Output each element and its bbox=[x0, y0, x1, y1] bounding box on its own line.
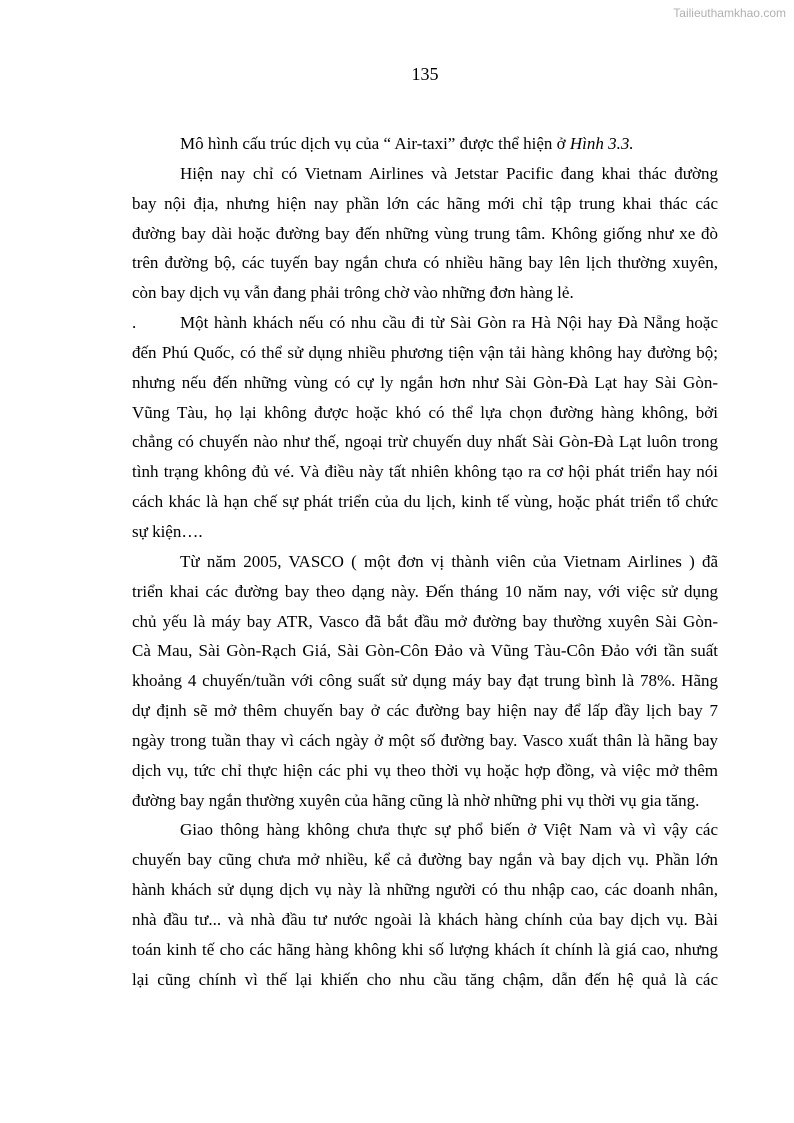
line-text: triển khai các đường bay theo dạng này. Đến tháng 10 năm nay, với việc sử dụng bbox=[132, 581, 718, 601]
line-text: chủ yếu là máy bay ATR, Vasco đã bắt đầu mở đường bay thường xuyên Sài Gòn- bbox=[132, 611, 718, 631]
text-line bbox=[132, 786, 718, 816]
line-text: bay nội địa, nhưng hiện nay phần lớn các hãng mới chỉ tập trung khai thác các bbox=[132, 193, 718, 213]
line-text: toán kinh tế cho các hãng hàng không khi số lượng khách ít chính là giá cao, nhưng bbox=[132, 939, 718, 959]
line-text: lại cũng chính vì thế lại khiến cho nhu cầu tăng chậm, dẫn đến hệ quả là các bbox=[132, 969, 718, 989]
text-line bbox=[132, 248, 718, 278]
line-text: chuyến bay cũng chưa mở nhiều, kể cả đường bay ngắn và bay dịch vụ. Phần lớn bbox=[132, 850, 718, 870]
text-line bbox=[132, 308, 718, 338]
text-line bbox=[132, 159, 718, 189]
line-text: Vũng Tàu, họ lại không được hoặc khó có thể lựa chọn đường hàng không, bởi bbox=[132, 402, 718, 422]
paragraph bbox=[132, 547, 718, 816]
text-line bbox=[132, 547, 718, 577]
text-line bbox=[132, 696, 718, 726]
paragraph-marker: . bbox=[132, 313, 137, 333]
text-line bbox=[132, 815, 718, 845]
paragraph bbox=[132, 815, 718, 994]
text-line bbox=[132, 875, 718, 905]
line-text: nhưng nếu đến những vùng có cự ly ngắn hơn như Sài Gòn-Đà Lạt hay Sài Gòn- bbox=[132, 372, 718, 392]
text-line bbox=[132, 219, 718, 249]
text-line bbox=[132, 278, 718, 308]
text-line bbox=[132, 935, 718, 965]
line-text: khoảng 4 chuyến/tuần với công suất sử dụng máy bay đạt trung bình là 78%. Hãng bbox=[132, 671, 718, 691]
line-text: chẳng có chuyến nào như thế, ngoại trừ chuyến duy nhất Sài Gòn-Đà Lạt luôn trong bbox=[132, 432, 718, 452]
line-text: sự kiện…. bbox=[132, 521, 203, 541]
line-text: cách khác là hạn chế sự phát triển của du lịch, kinh tế vùng, hoặc phát triển tổ chức bbox=[132, 492, 718, 512]
text-line bbox=[132, 457, 718, 487]
text-line bbox=[132, 189, 718, 219]
text-line bbox=[132, 607, 718, 637]
line-text: Giao thông hàng không chưa thực sự phổ biến ở Việt Nam và vì vậy các bbox=[180, 820, 718, 840]
line-text: dự định sẽ mở thêm chuyến bay ở các đường bay hiện nay để lấp đầy lịch bay 7 bbox=[132, 701, 718, 721]
text-line bbox=[132, 666, 718, 696]
text-line bbox=[132, 517, 718, 547]
text-line bbox=[132, 427, 718, 457]
paragraph bbox=[132, 129, 718, 159]
document-body bbox=[132, 129, 718, 994]
line-text: còn bay dịch vụ vẫn đang phải trông chờ vào những đơn hàng lẻ. bbox=[132, 283, 574, 303]
line-text: tình trạng không đủ vé. Và điều này tất nhiên không tạo ra cơ hội phát triển hay nói bbox=[132, 462, 718, 482]
line-text: ngày trong tuần thay vì cách ngày ở một số đường bay. Vasco xuất thân là hãng bay bbox=[132, 730, 718, 750]
text-line bbox=[132, 636, 718, 666]
text-line bbox=[132, 845, 718, 875]
line-text: hành khách sử dụng dịch vụ này là những người có thu nhập cao, các doanh nhân, bbox=[132, 880, 718, 900]
figure-reference: Hình 3.3. bbox=[569, 134, 634, 153]
line-text: đến Phú Quốc, có thể sử dụng nhiều phương tiện vận tải hàng không hay đường bộ; bbox=[132, 342, 718, 362]
line-text: trên đường bộ, các tuyến bay ngắn chưa có nhiều hãng bay lên lịch thường xuyên, bbox=[132, 253, 718, 273]
watermark: Tailieuthamkhao.com bbox=[673, 6, 786, 20]
line-text: đường bay ngắn thường xuyên của hãng cũng là nhờ những phi vụ thời vụ gia tăng. bbox=[132, 790, 700, 810]
text-line bbox=[132, 965, 718, 995]
line-text: Mô hình cấu trúc dịch vụ của “ Air-taxi” được thể hiện ở bbox=[180, 134, 570, 153]
line-text: đường bay dài hoặc đường bay đến những vùng trung tâm. Không giống như xe đò bbox=[132, 223, 718, 243]
text-line bbox=[132, 577, 718, 607]
text-line bbox=[132, 726, 718, 756]
paragraph bbox=[132, 308, 718, 547]
line-text: Cà Mau, Sài Gòn-Rạch Giá, Sài Gòn-Côn Đảo và Vũng Tàu-Côn Đảo với tần suất bbox=[132, 641, 718, 661]
line-text: Hiện nay chỉ có Vietnam Airlines và Jetstar Pacific đang khai thác đường bbox=[180, 163, 718, 183]
text-line bbox=[132, 398, 718, 428]
line-text: Một hành khách nếu có nhu cầu đi từ Sài Gòn ra Hà Nội hay Đà Nẵng hoặc bbox=[180, 313, 718, 333]
paragraph bbox=[132, 159, 718, 308]
text-line bbox=[132, 368, 718, 398]
line-text: nhà đầu tư... và nhà đầu tư nước ngoài là khách hàng chính của bay dịch vụ. Bài bbox=[132, 909, 718, 929]
text-line bbox=[132, 756, 718, 786]
text-line bbox=[132, 338, 718, 368]
page-number: 135 bbox=[411, 64, 439, 84]
text-line bbox=[132, 487, 718, 517]
text-line bbox=[132, 905, 718, 935]
line-text: dịch vụ, tức chỉ thực hiện các phi vụ theo thời vụ hoặc hợp đồng, và việc mở thêm bbox=[132, 760, 718, 780]
line-text: Từ năm 2005, VASCO ( một đơn vị thành viên của Vietnam Airlines ) đã bbox=[180, 551, 718, 571]
text-line bbox=[132, 129, 718, 159]
